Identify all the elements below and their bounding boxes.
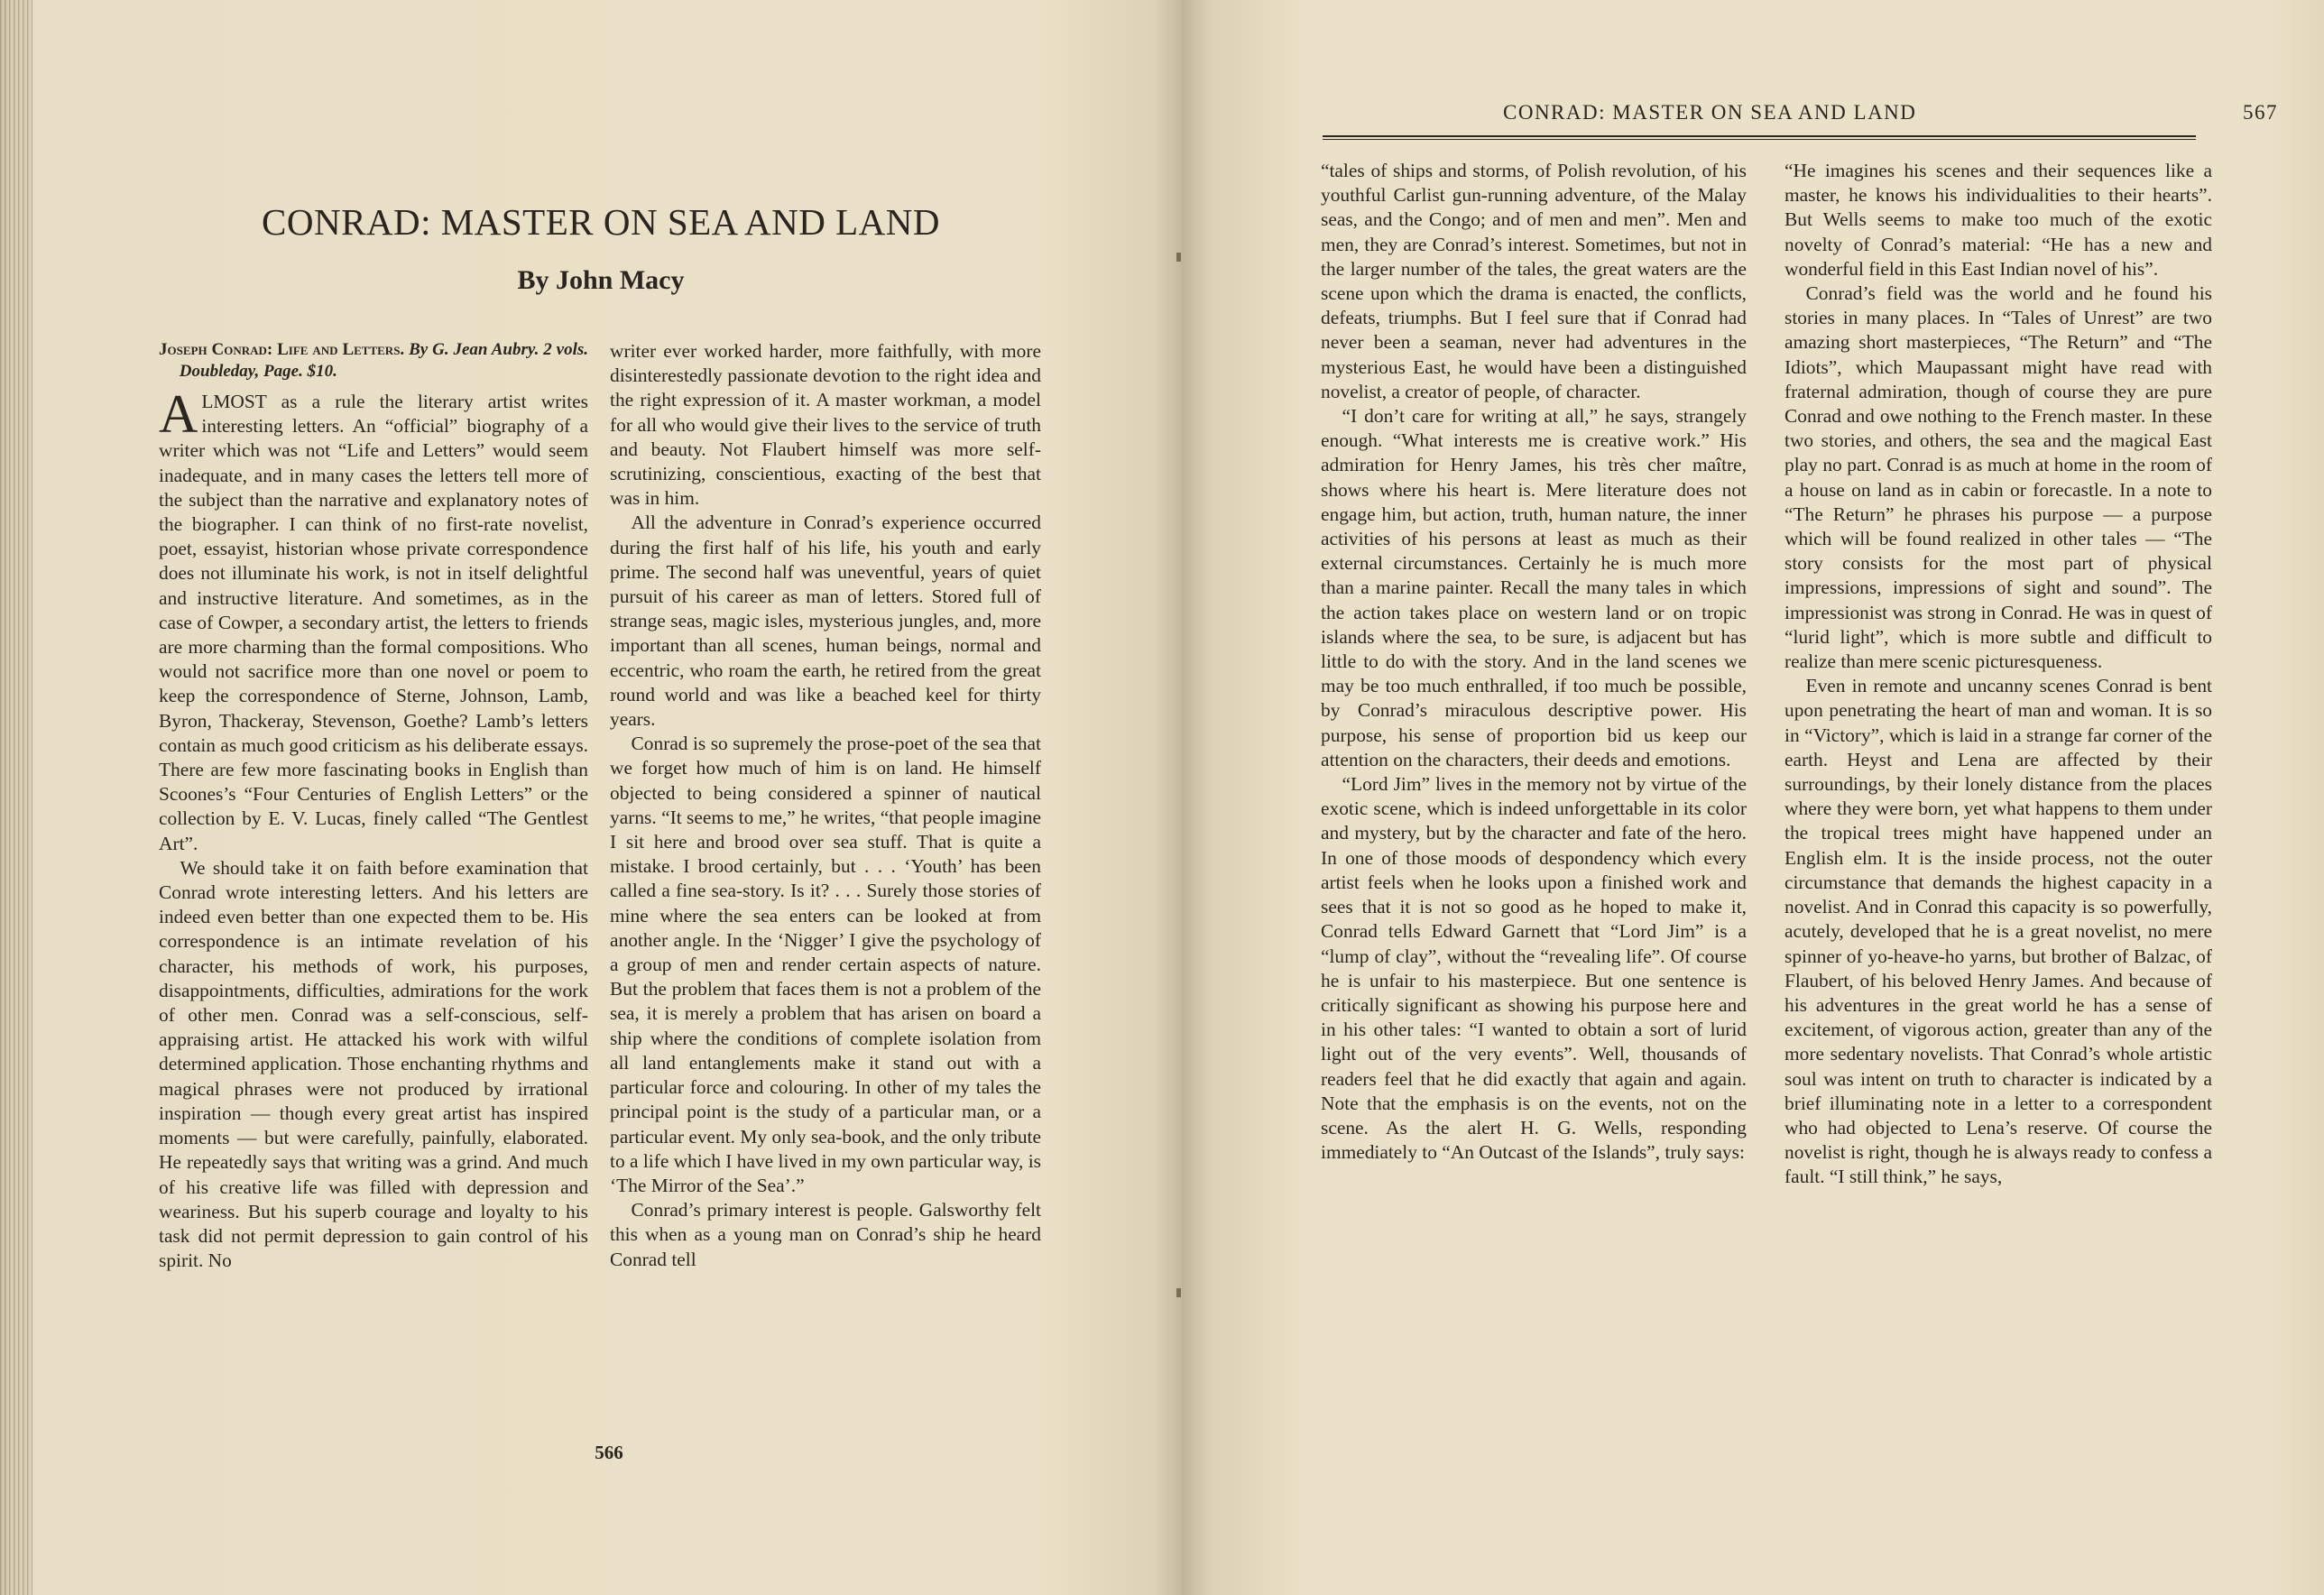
- byline: By John Macy: [517, 265, 685, 295]
- paragraph: “He imagines his scenes and their sequences like a master, he knows his individualities to their hearts”. But Wells seems to make too much of the exotic novelty of Conrad’s material: “He has a new and wonderful field in this East Indian novel of his”.: [1784, 160, 2212, 280]
- binding-mark: [1176, 1288, 1181, 1297]
- left-column-1: [159, 339, 588, 1273]
- paragraph: Conrad’s primary interest is people. Galsworthy felt this when as a young man on Conrad’s ship he heard Conrad tell: [610, 1199, 1041, 1270]
- article-title: CONRAD: MASTER ON SEA AND LAND: [262, 201, 940, 243]
- page-number-left: 566: [595, 1442, 623, 1463]
- right-column-2: [1784, 159, 2212, 1190]
- paragraph: “Lord Jim” lives in the memory not by virtue of the exotic scene, which is indeed unforgettable in its color and mystery, but by the character and fate of the hero. In one of those moods of despondency which every artist feels when he looks upon a finished work and sees that it is not so good as he hoped to make it, Conrad tells Edward Garnett that “Lord Jim” is a “lump of clay”, without the “revealing life”. Of course he is unfair to his masterpiece. But one sentence is critically significant as showing his purpose here and in his other tales: “I wanted to obtain a sort of lurid light out of the very events”. Well, thousands of readers feel that he did exactly that again and again. Note that the emphasis is on the events, not on the scene. As the alert H. G. Wells, responding immediately to “An Outcast of the Islands”, truly says:: [1321, 773, 1747, 1164]
- paragraph: Conrad’s field was the world and he found his stories in many places. In “Tales of Unrest” are two amazing short masterpieces, “The Return” and “The Idiots”, which Maupassant might have read with fraternal admiration, though of course they are pure Conrad and owe nothing to the French master. In these two stories, and others, the sea and the magical East play no part. Conrad is as much at home in the room of a house on land as in cabin or forecastle. In a note to “The Return” he phrases his purpose — a purpose which will be found realized in other tales — “The story consists for the most part of physical impressions, impressions of sight and sound”. The impressionist was strong in Conrad. He was in quest of “lurid light”, which is more subtle and difficult to realize than mere scenic picturesqueness.: [1784, 282, 2212, 673]
- left-column-2: [610, 339, 1041, 1272]
- paragraph: Even in remote and uncanny scenes Conrad is bent upon penetrating the heart of man and woman. It is so in “Victory”, which is laid in a strange far corner of the earth. Heyst and Lena are affected by their surroundings, by their lonely distance from the places where they were born, yet what happens to them under the tropical trees might have happened under an English elm. It is the inside process, not the outer circumstance that demands the highest capacity in a novelist. And in Conrad this capacity is so powerfully, acutely, developed that he is a great novelist, no mere spinner of yo-heave-ho yarns, but brother of Balzac, of Flaubert, of his beloved Henry James. And because of his adventures in the great world he has a sense of excitement, of vigorous action, greater than any of the more sedentary novelists. That Conrad’s whole artistic soul was intent on truth to character is indicated by a brief illuminating note in a letter to a correspondent who had objected to Lena’s reserve. Of course the novelist is right, though he is always ready to confess a fault. “I still think,” he says,: [1784, 675, 2212, 1188]
- running-head-title: CONRAD: MASTER ON SEA AND LAND: [1503, 101, 1917, 124]
- header-rule: [1323, 135, 2196, 140]
- paragraph-text: LMOST as a rule the literary artist writes interesting letters. An “official” biography of a writer which was not “Life and Letters” would seem inadequate, and in many cases the letters tell more of the subject than the narrative and explanatory notes of the biographer. I can think of no first-rate novelist, poet, essayist, historian whose private correspondence does not illuminate his work, is not in itself delightful and instructive literature. And sometimes, as in the case of Cowper, a secondary artist, the letters to friends are more charming than the formal compositions. Who would not sacrifice more than one novel or poem to keep the correspondence of Sterne, Johnson, Lamb, Byron, Thackeray, Stevenson, Goethe? Lamb’s letters contain as much good criticism as his deliberate essays. There are few more fascinating books in English than Scoones’s “Four Centuries of English Letters” or the collection by E. V. Lucas, finely called “The Gentlest Art”.: [159, 391, 588, 854]
- bibliography-info: By G. Jean Aubry. 2 vols. Doubleday, Page. $10.: [179, 340, 589, 381]
- paragraph: “I don’t care for writing at all,” he says, strangely enough. “What interests me is creative work.” His admiration for Henry James, his très cher maître, shows where his heart is. Mere literature does not engage him, but action, truth, human nature, the inner activities of his persons at least as much as their external circumstances. Certainly he is much more than a marine painter. Recall the many tales in which the action takes place on western land or on tropic islands where the sea, to be sure, is adjacent but has little to do with the story. And in the land scenes we may be too much enthralled, if too much be possible, by Conrad’s miraculous descriptive power. His purpose, his sense of proportion bid us keep our attention on the characters, their deeds and emotions.: [1321, 405, 1747, 770]
- binding-mark: [1176, 253, 1181, 262]
- paragraph: “tales of ships and storms, of Polish revolution, of his youthful Carlist gun-running adventure, of the Malay seas, and the Congo; and of men and men”. Men and men, they are Conrad’s interest. Sometimes, but not in the larger number of the tales, the great waters are the scene upon which the drama is enacted, the conflicts, defeats, triumphs. But I feel sure that if Conrad had never been a seaman, never had adventures in the mysterious East, he would have been a distinguished novelist, a creator of people, of character.: [1321, 160, 1747, 402]
- paragraph: [159, 384, 588, 856]
- bibliography-title: Joseph Conrad: Life and Letters.: [159, 340, 405, 359]
- paragraph: writer ever worked harder, more faithfully, with more disinterestedly passionate devotion to the right idea and the right expression of it. A master workman, a model for all who would give their lives to the service of truth and beauty. Not Flaubert himself was more self-scrutinizing, conscientious, exacting of the best that was in him.: [610, 340, 1041, 510]
- bibliography-note: [159, 339, 588, 383]
- drop-cap: A: [159, 384, 198, 444]
- page-edges: [0, 0, 32, 1595]
- page-number-right: 567: [2243, 101, 2278, 124]
- right-page: [1182, 0, 2324, 1595]
- paragraph: All the adventure in Conrad’s experience occurred during the first half of his life, his youth and early prime. The second half was uneventful, years of quiet pursuit of his career as man of letters. Stored full of strange seas, magic isles, mysterious jungles, and, more important than all scenes, human beings, normal and eccentric, who roam the earth, he retired from the great round world and was like a beached keel for thirty years.: [610, 512, 1041, 731]
- paragraph: We should take it on faith before examination that Conrad wrote interesting letters. And his letters are indeed even better than one expected them to be. His correspondence is an intimate revelation of his character, his methods of work, his purposes, disappointments, difficulties, admirations for the work of other men. Conrad was a self-conscious, self-appraising artist. He attacked his work with wilful determined application. Those enchanting rhythms and magical phrases were not produced by irrational inspiration — though every great artist has inspired moments — but were carefully, painfully, elaborated. He repeatedly says that writing was a grind. And much of his creative life was filled with depression and weariness. But his superb courage and loyalty to his task did not permit depression to gain control of his spirit. No: [159, 856, 588, 1272]
- paragraph: Conrad is so supremely the prose-poet of the sea that we forget how much of him is on land. He himself objected to being considered a spinner of nautical yarns. “It seems to me,” he writes, “that people imagine I sit here and brood over sea stuff. That is quite a mistake. I brood certainly, but . . . ‘Youth’ has been called a fine sea-story. Is it? . . . Surely those stories of mine where the sea enters can be looked at from another angle. In the ‘Nigger’ I give the psychology of a group of men and render certain aspects of nature. But the problem that faces them is not a problem of the sea, it is merely a problem that has arisen on board a ship where the conditions of complete isolation from all land entanglements make it stand out with a particular force and colouring. In other of my tales the principal point is the study of a particular man, or a particular event. My only sea-book, and the only tribute to a life which I have lived in my own particular way, is ‘The Mirror of the Sea’.”: [610, 733, 1041, 1196]
- right-column-1: [1321, 159, 1747, 1165]
